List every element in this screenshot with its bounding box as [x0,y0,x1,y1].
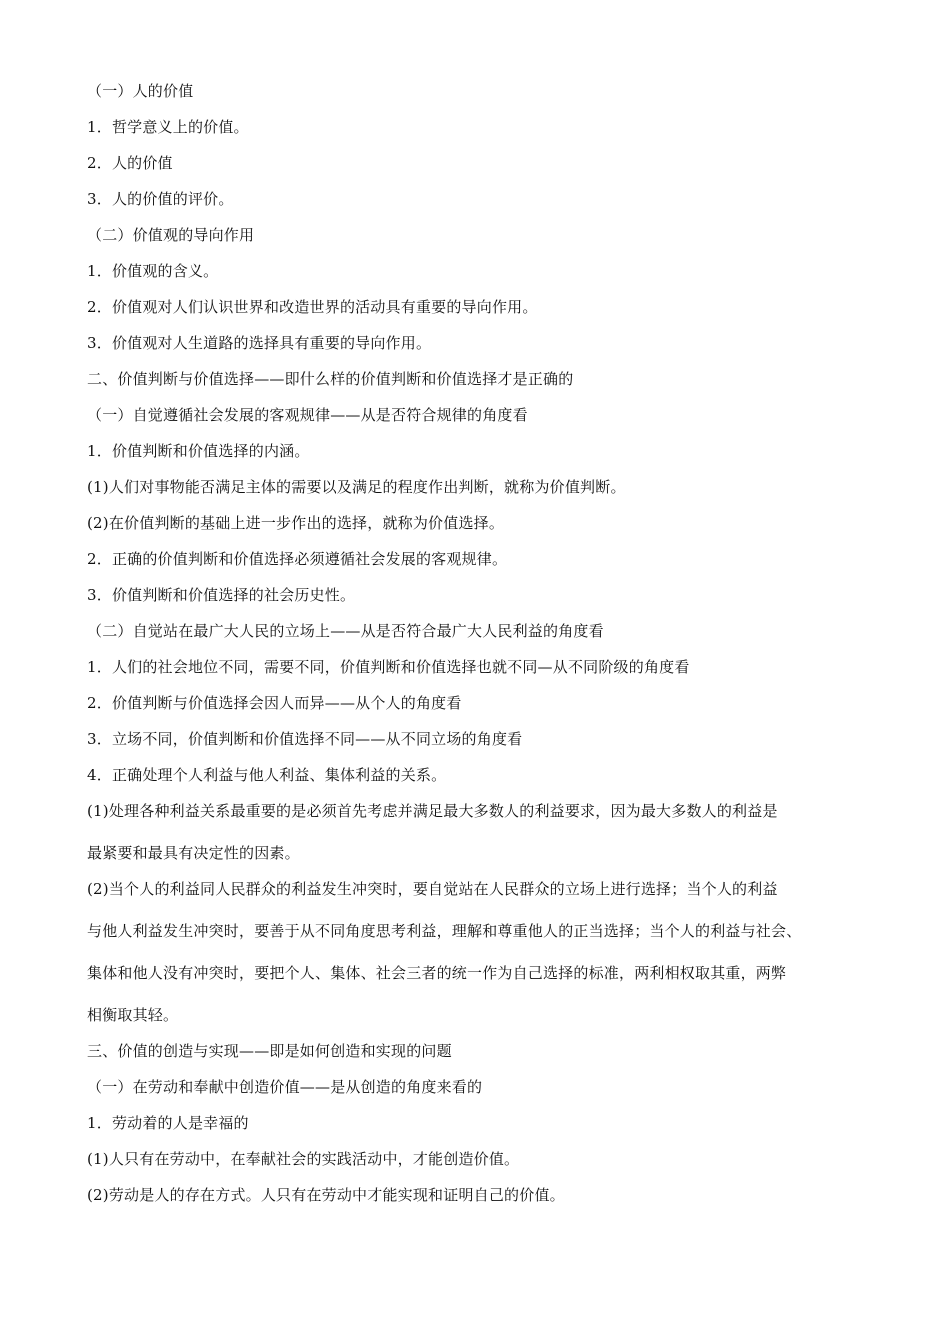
list-item: 2．正确的价值判断和价值选择必须遵循社会发展的客观规律。 [87,550,508,568]
subsection-heading: （一）人的价值 [87,82,194,100]
list-item: 1．哲学意义上的价值。 [87,118,249,136]
subsection-heading: （一）自觉遵循社会发展的客观规律——从是否符合规律的角度看 [87,406,528,424]
sub-list-item: (1)处理各种利益关系最重要的是必须首先考虑并满足最大多数人的利益要求，因为最大多数人的利益是 [87,802,778,820]
paragraph-continuation: 集体和他人没有冲突时，要把个人、集体、社会三者的统一作为自己选择的标准，两利相权取其重，两弊 [87,964,787,982]
subsection-heading: （一）在劳动和奉献中创造价值——是从创造的角度来看的 [87,1078,483,1096]
list-item: 1．人们的社会地位不同，需要不同，价值判断和价值选择也就不同—从不同阶级的角度看 [87,658,690,676]
subsection-heading: （二）价值观的导向作用 [87,226,255,244]
list-item: 1．价值观的含义。 [87,262,219,280]
sub-list-item: (2)当个人的利益同人民群众的利益发生冲突时，要自觉站在人民群众的立场上进行选择；当个人的利益 [87,880,778,898]
list-item: 1．价值判断和价值选择的内涵。 [87,442,310,460]
sub-list-item: (1)人只有在劳动中，在奉献社会的实践活动中，才能创造价值。 [87,1150,520,1168]
sub-list-item: (2)在价值判断的基础上进一步作出的选择，就称为价值选择。 [87,514,505,532]
sub-list-item: (2)劳动是人的存在方式。人只有在劳动中才能实现和证明自己的价值。 [87,1186,565,1204]
list-item: 2．人的价值 [87,154,173,172]
subsection-heading: （二）自觉站在最广大人民的立场上——从是否符合最广大人民利益的角度看 [87,622,604,640]
list-item: 2．价值观对人们认识世界和改造世界的活动具有重要的导向作用。 [87,298,538,316]
list-item: 3．价值观对人生道路的选择具有重要的导向作用。 [87,334,432,352]
list-item: 2．价值判断与价值选择会因人而异——从个人的角度看 [87,694,462,712]
list-item: 3．人的价值的评价。 [87,190,234,208]
section-heading: 二、价值判断与价值选择——即什么样的价值判断和价值选择才是正确的 [87,370,574,388]
paragraph-continuation: 与他人利益发生冲突时，要善于从不同角度思考利益，理解和尊重他人的正当选择；当个人的利益与社会、 [87,922,802,940]
paragraph-continuation: 相衡取其轻。 [87,1006,179,1024]
list-item: 1．劳动着的人是幸福的 [87,1114,249,1132]
list-item: 3．价值判断和价值选择的社会历史性。 [87,586,356,604]
list-item: 3．立场不同，价值判断和价值选择不同——从不同立场的角度看 [87,730,523,748]
paragraph-continuation: 最紧要和最具有决定性的因素。 [87,844,300,862]
sub-list-item: (1)人们对事物能否满足主体的需要以及满足的程度作出判断，就称为价值判断。 [87,478,626,496]
list-item: 4．正确处理个人利益与他人利益、集体利益的关系。 [87,766,447,784]
section-heading: 三、价值的创造与实现——即是如何创造和实现的问题 [87,1042,452,1060]
